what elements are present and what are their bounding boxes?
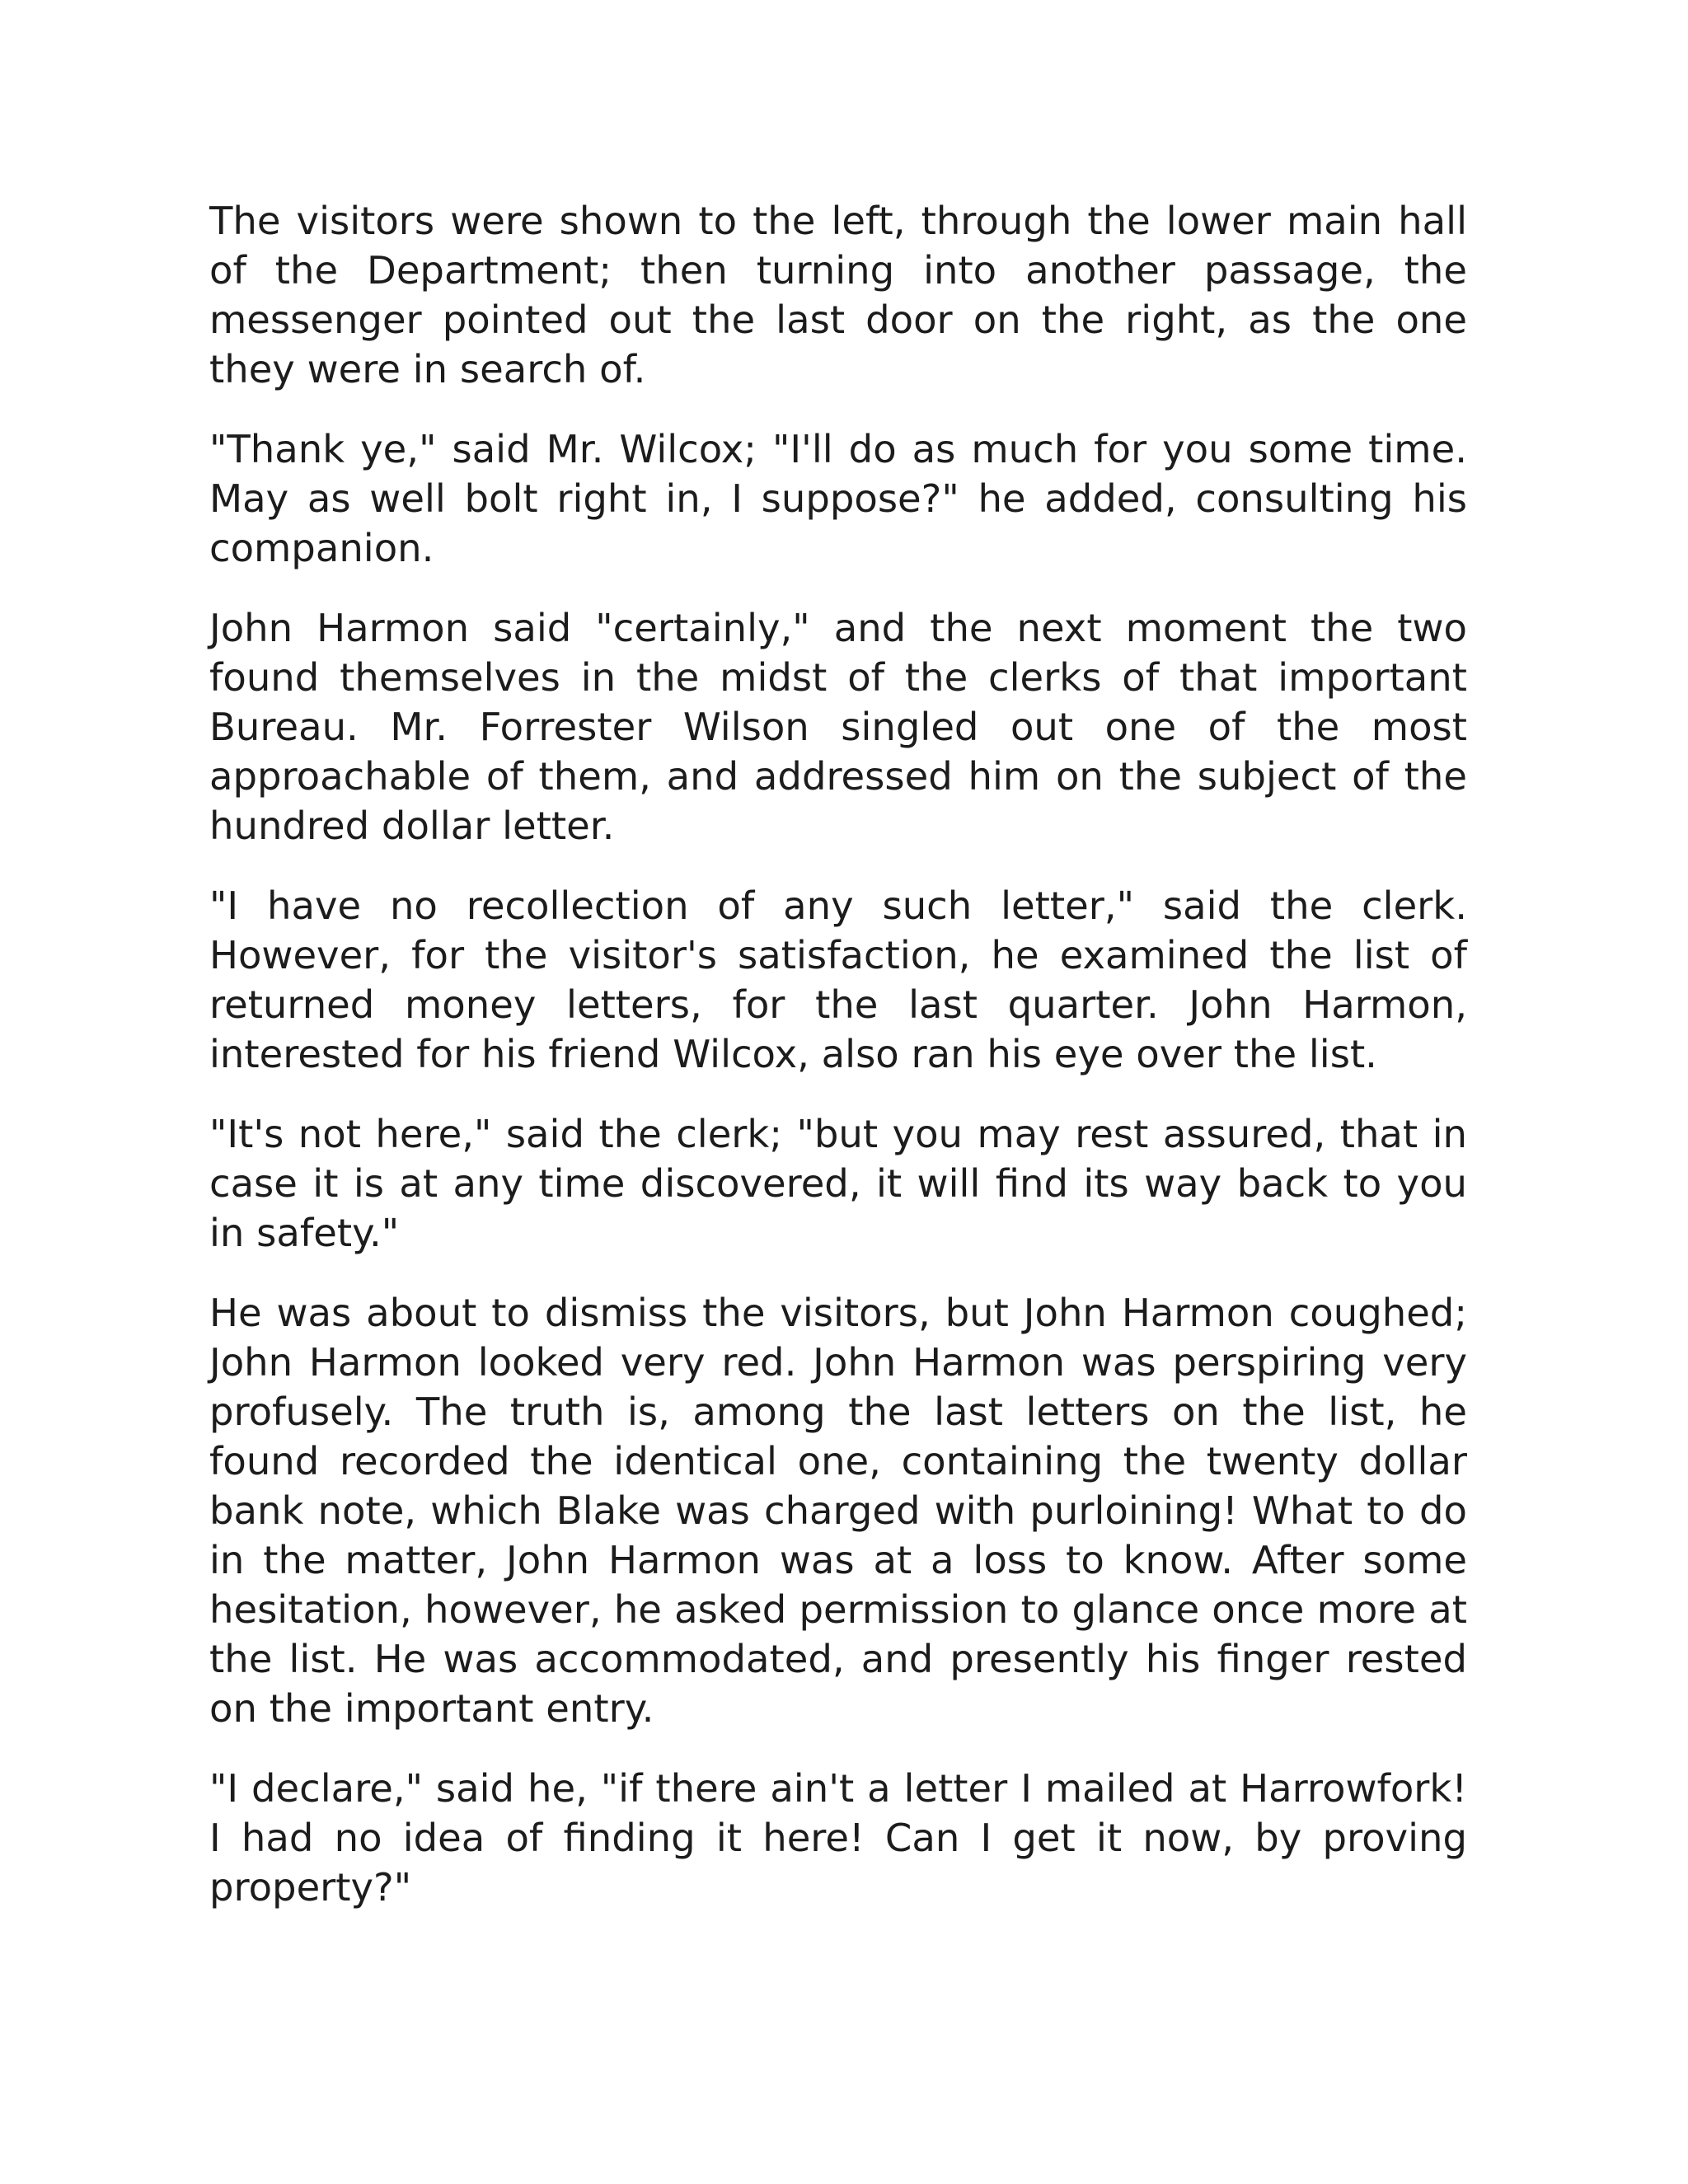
paragraph-5: "It's not here," said the clerk; "but you may rest assured, that in case it is at any time discovered, it will find its way back to you in safety." [209, 1112, 1467, 1255]
paragraph-2: "Thank ye," said Mr. Wilcox; "I'll do as much for you some time. May as well bolt right in, I suppose?" he added, consulting his companion. [209, 427, 1467, 570]
paragraph-6: He was about to dismiss the visitors, but John Harmon coughed; John Harmon looked very red. John Harmon was perspiring very profusely. The truth is, among the last letters on the list, he found recorded the identical one, containing the twenty dollar bank note, which Blake was charged with purloining! What to do in the matter, John Harmon was at a loss to know. After some hesitation, however, he asked permission to glance once more at the list. He was accommodated, and presently his finger rested on the important entry. [209, 1291, 1467, 1731]
document-page [209, 196, 1467, 1943]
paragraph-3: John Harmon said "certainly," and the next moment the two found themselves in the midst of the clerks of that important Bureau. Mr. Forrester Wilson singled out one of the most approachable of them, and addressed him on the subject of the hundred dollar letter. [209, 606, 1467, 848]
paragraph-7: "I declare," said he, "if there ain't a letter I mailed at Harrowfork! I had no idea of finding it here! Can I get it now, by proving property?" [209, 1766, 1467, 1910]
paragraph-1: The visitors were shown to the left, through the lower main hall of the Department; then turning into another passage, the messenger pointed out the last door on the right, as the one they were in search of. [209, 199, 1467, 391]
paragraph-4: "I have no recollection of any such letter," said the clerk. However, for the visitor's satisfaction, he examined the list of returned money letters, for the last quarter. John Harmon, interested for his friend Wilcox, also ran his eye over the list. [209, 883, 1467, 1076]
